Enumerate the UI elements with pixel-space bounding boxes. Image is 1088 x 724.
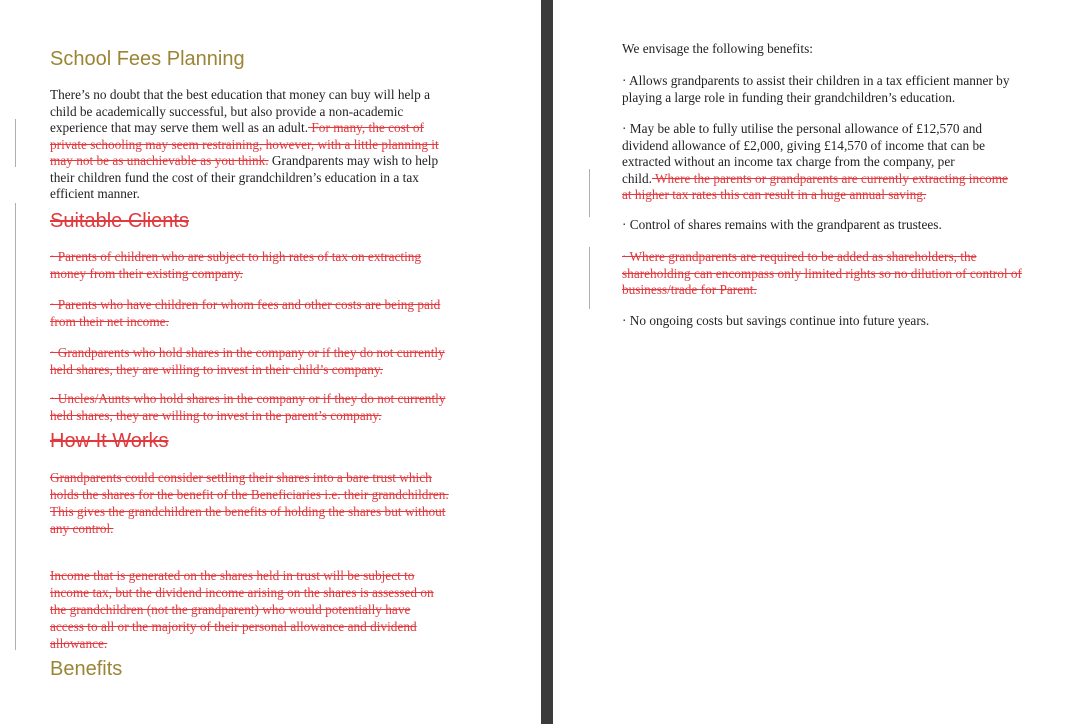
benefit-item-deleted[interactable]	[622, 249, 1022, 299]
page-gutter	[540, 0, 555, 724]
text-line	[622, 121, 1008, 138]
client-item[interactable]	[50, 391, 446, 424]
how-it-works-heading: How It Works	[50, 430, 169, 452]
body-text: · May be able to fully utilise the personal allowance of £12,570 and	[622, 121, 983, 136]
change-bar	[589, 169, 590, 217]
text-line	[50, 87, 439, 104]
text-line: This gives the grandchildren the benefits of holding the shares but without	[50, 504, 446, 519]
change-bar	[589, 247, 590, 309]
text-line: any control.	[50, 521, 114, 536]
text-line: holds the shares for the benefit of the Beneficiaries i.e. their grandchildren.	[50, 487, 449, 502]
deleted-text: private schooling may seem restraining, however, with a little planning it	[50, 136, 439, 152]
body-text: extracted without an income tax charge from the company, per	[622, 154, 955, 169]
benefit-item[interactable]: · Control of shares remains with the grandparent as trustees.	[622, 217, 942, 232]
body-text: dividend allowance of £2,000, giving £14,570 of income that can be	[622, 137, 985, 153]
how-it-works-paragraph[interactable]	[50, 567, 434, 652]
benefits-heading: Benefits	[50, 658, 123, 680]
text-line: Grandparents could consider settling their shares into a bare trust which	[50, 470, 432, 485]
body-text: child.	[622, 170, 652, 186]
text-line: allowance.	[50, 636, 108, 651]
deleted-text: may not be as unachievable as you think.	[50, 153, 269, 168]
body-text: efficient manner.	[50, 186, 140, 201]
client-item[interactable]	[50, 297, 440, 330]
text-line	[50, 186, 439, 203]
benefit-item[interactable]: · No ongoing costs but savings continue into future years.	[622, 313, 930, 328]
text-line: shareholding can encompass only limited rights so no dilution of control of	[622, 265, 1022, 281]
suitable-clients-heading: Suitable Clients	[50, 210, 189, 232]
text-line: the grandchildren (not the grandparent) who would potentially have	[50, 602, 411, 617]
text-line: · Allows grandparents to assist their children in a tax efficient manner by	[622, 73, 1010, 88]
benefit-item[interactable]	[622, 73, 1009, 106]
text-line: held shares, they are willing to invest in their child’s company.	[50, 361, 383, 377]
text-line: · Grandparents who hold shares in the company or if they do not currently	[50, 345, 445, 360]
text-line	[622, 187, 1008, 204]
intro-paragraph[interactable]	[50, 87, 439, 203]
deleted-text: Where the parents or grandparents are currently extracting income	[651, 170, 1008, 186]
text-line	[50, 137, 439, 154]
client-item[interactable]	[50, 249, 421, 282]
text-line: from their net income.	[50, 313, 169, 329]
text-line	[50, 104, 439, 121]
client-item[interactable]	[50, 345, 445, 378]
text-line: · Parents of children who are subject to high rates of tax on extracting	[50, 249, 422, 264]
body-text: child be academically successful, but also provide a non-academic	[50, 103, 404, 119]
deleted-text: at higher tax rates this can result in a huge annual saving.	[622, 187, 927, 202]
text-line: income tax, but the dividend income arising on the shares is assessed on	[50, 585, 434, 600]
deleted-text: For many, the cost of	[308, 120, 424, 135]
text-line: money from their existing company.	[50, 265, 244, 281]
text-line: · Parents who have children for whom fees and other costs are being paid	[50, 297, 441, 312]
text-line	[50, 153, 439, 170]
how-it-works-paragraph[interactable]	[50, 469, 449, 537]
change-bar	[15, 203, 16, 650]
page-title: School Fees Planning	[50, 48, 245, 70]
document-page-left	[0, 0, 540, 724]
text-line: held shares, they are willing to invest in the parent’s company.	[50, 407, 382, 423]
text-line: playing a large role in funding their grandchildren’s education.	[622, 89, 956, 105]
body-text: Grandparents may wish to help	[268, 153, 439, 168]
benefit-item[interactable]	[622, 121, 1008, 204]
text-line	[50, 120, 439, 137]
text-line: access to all or the majority of their personal allowance and dividend	[50, 619, 417, 634]
body-text: There’s no doubt that the best education that money can buy will help a	[50, 87, 430, 102]
text-line	[50, 170, 439, 187]
body-text: experience that may serve them well as an adult.	[50, 120, 309, 135]
text-line	[622, 171, 1008, 188]
text-line: Income that is generated on the shares held in trust will be subject to	[50, 568, 415, 583]
text-line	[622, 138, 1008, 155]
change-bar	[15, 119, 16, 167]
text-line: · Uncles/Aunts who hold shares in the company or if they do not currently	[50, 391, 446, 406]
text-line: business/trade for Parent.	[622, 282, 757, 297]
body-text: their children fund the cost of their grandchildren’s education in a tax	[50, 169, 419, 185]
document-page-right	[555, 0, 1088, 724]
text-line	[622, 154, 1008, 171]
text-line: · Where grandparents are required to be added as shareholders, the	[622, 249, 977, 264]
benefits-intro[interactable]: We envisage the following benefits:	[622, 41, 813, 56]
